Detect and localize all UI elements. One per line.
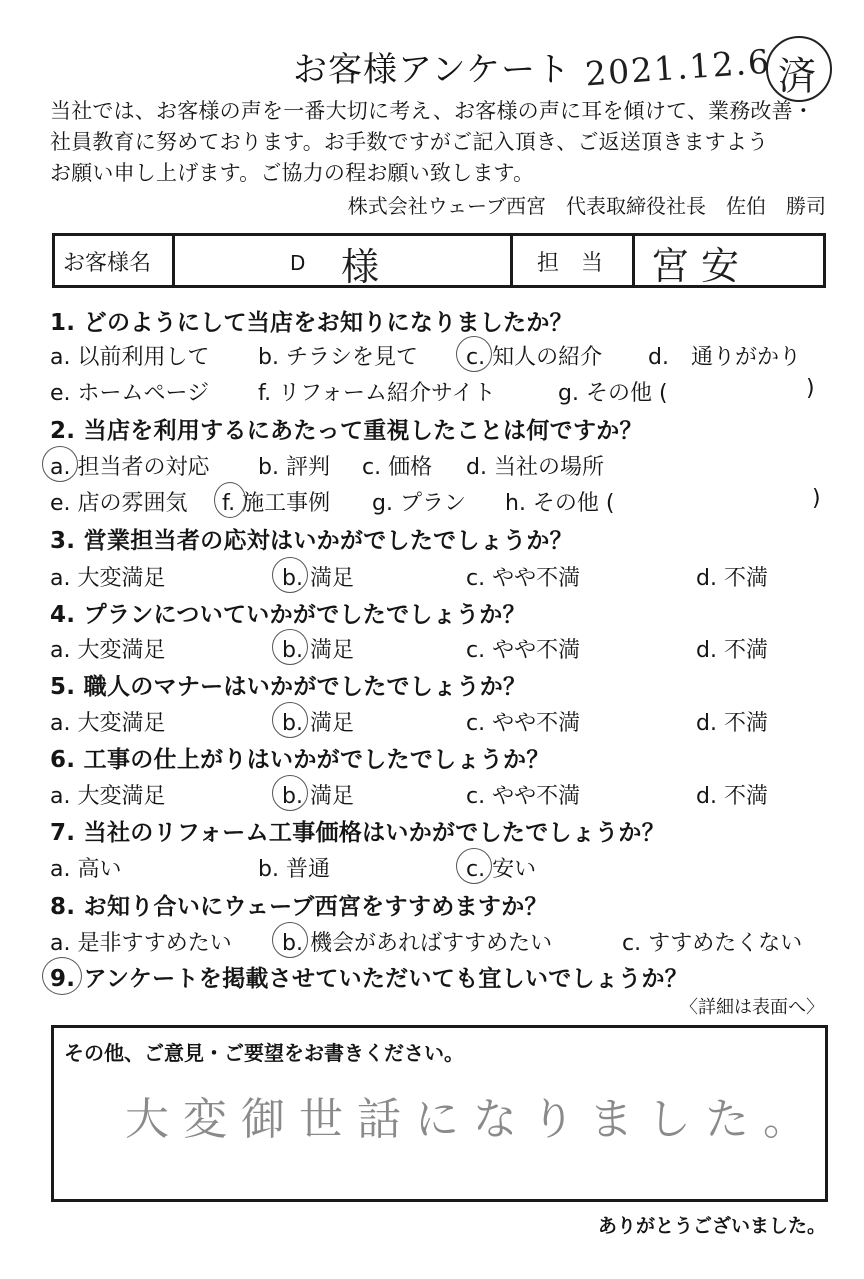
question-4-title: 4. プランについていかがでしたでしょうか？ — [50, 602, 526, 628]
comments-label: その他、ご意見・ご要望をお書きください。 — [64, 1041, 464, 1065]
question-7-title: 7. 当社のリフォーム工事価格はいかがでしたでしょうか？ — [50, 820, 665, 846]
q2-option-g[interactable]: g. プラン — [372, 491, 466, 516]
q9-selection-mark — [42, 957, 82, 995]
customer-name-label-cell — [55, 236, 175, 285]
q5-option-c[interactable]: c. やや不満 — [466, 711, 581, 736]
staff-label: 担 当 — [537, 251, 604, 276]
q8-option-c[interactable]: c. すすめたくない — [622, 931, 803, 956]
q3-option-a[interactable]: a. 大変満足 — [50, 566, 166, 591]
q1-option-b[interactable]: b. チラシを見て — [258, 345, 418, 370]
q3-option-d[interactable]: d. 不満 — [696, 566, 768, 591]
question-3-title: 3. 営業担当者の応対はいかがでしたでしょうか？ — [50, 528, 573, 554]
q2-option-h[interactable]: h. その他 ( — [505, 491, 615, 516]
q1-option-g[interactable]: g. その他 ( — [558, 381, 668, 406]
intro-line-1: 当社では、お客様の声を一番大切に考え、お客様の声に耳を傾けて、業務改善・ — [50, 99, 815, 123]
q6-option-a[interactable]: a. 大変満足 — [50, 784, 166, 809]
q6-option-c[interactable]: c. やや不満 — [466, 784, 581, 809]
q6-option-b[interactable]: b. 満足 — [282, 784, 354, 809]
seal-character: 済 — [778, 54, 817, 98]
thank-you-text: ありがとうございました。 — [597, 1215, 826, 1237]
q4-option-d[interactable]: d. 不満 — [696, 638, 768, 663]
q3-option-b[interactable]: b. 満足 — [282, 566, 354, 591]
question-9-title: 9. アンケートを掲載させていただいても宜しいでしょうか？ — [50, 966, 689, 992]
q2-selection-mark-a — [42, 446, 78, 482]
q2-option-d[interactable]: d. 当社の場所 — [466, 455, 604, 480]
customer-name-value-cell[interactable] — [175, 236, 513, 289]
intro-line-3: お願い申し上げます。ご協力の程お願い致します。 — [50, 161, 535, 185]
survey-title: お客様アンケート — [293, 50, 571, 90]
q1-option-e[interactable]: e. ホームページ — [50, 381, 210, 406]
handwritten-date: 2021.12.6 — [583, 41, 773, 94]
q4-option-a[interactable]: a. 大変満足 — [50, 638, 166, 663]
q5-option-a[interactable]: a. 大変満足 — [50, 711, 166, 736]
q5-option-b[interactable]: b. 満足 — [282, 711, 354, 736]
q3-selection-mark — [272, 557, 308, 593]
q8-selection-mark — [272, 922, 308, 958]
q4-option-c[interactable]: c. やや不満 — [466, 638, 581, 663]
q1-option-d[interactable]: d. 通りがかり — [648, 345, 801, 370]
q1-option-g-close: ) — [806, 376, 815, 401]
q1-option-a[interactable]: a. 以前利用して — [50, 345, 210, 370]
q6-option-d[interactable]: d. 不満 — [696, 784, 768, 809]
customer-name-value: D — [290, 251, 306, 275]
q4-option-b[interactable]: b. 満足 — [282, 638, 354, 663]
q6-selection-mark — [272, 775, 308, 811]
q7-option-b[interactable]: b. 普通 — [258, 857, 330, 882]
question-6-title: 6. 工事の仕上がりはいかがでしたでしょうか？ — [50, 747, 550, 773]
q8-option-b[interactable]: b. 機会があればすすめたい — [282, 931, 553, 956]
q3-option-c[interactable]: c. やや不満 — [466, 566, 581, 591]
q5-option-d[interactable]: d. 不満 — [696, 711, 768, 736]
q2-option-e[interactable]: e. 店の雰囲気 — [50, 491, 188, 516]
q1-option-c[interactable]: c. 知人の紹介 — [466, 345, 603, 370]
received-seal — [766, 36, 832, 102]
q2-selection-mark-f — [214, 482, 246, 518]
q2-option-h-close: ) — [812, 486, 821, 511]
question-8-title: 8. お知り合いにウェーブ西宮をすすめますか？ — [50, 894, 548, 920]
staff-label-cell — [513, 236, 635, 285]
q1-option-f[interactable]: f. リフォーム紹介サイト — [258, 381, 496, 406]
q1-selection-mark — [456, 336, 492, 372]
q5-selection-mark — [272, 702, 308, 738]
staff-value-cell[interactable] — [635, 236, 823, 288]
company-signature: 株式会社ウェーブ西宮 代表取締役社長 佐伯 勝司 — [347, 194, 826, 218]
question-1-title: 1. どのようにして当店をお知りになりましたか？ — [50, 310, 573, 336]
question-5-title: 5. 職人のマナーはいかがでしたでしょうか？ — [50, 674, 527, 700]
question-2-title: 2. 当店を利用するにあたって重視したことは何ですか？ — [50, 418, 643, 444]
q4-selection-mark — [272, 629, 308, 665]
customer-name-label: お客様名 — [63, 251, 152, 276]
q7-option-c[interactable]: c. 安い — [466, 857, 537, 882]
q9-detail-note: 〈詳細は表面へ〉 — [680, 997, 824, 1018]
q8-option-a[interactable]: a. 是非すすめたい — [50, 931, 232, 956]
customer-name-suffix: 様 — [341, 245, 380, 289]
handwritten-comment: 大変御世話になりました。 — [125, 1094, 821, 1145]
q2-option-c[interactable]: c. 価格 — [362, 455, 433, 480]
q7-option-a[interactable]: a. 高い — [50, 857, 122, 882]
q7-selection-mark — [456, 848, 492, 884]
q2-option-b[interactable]: b. 評判 — [258, 455, 330, 480]
staff-value: 宮安 — [651, 244, 752, 288]
q2-option-f[interactable]: f. 施工事例 — [222, 491, 331, 516]
q2-option-a[interactable]: a. 担当者の対応 — [50, 455, 210, 480]
customer-info-table — [52, 233, 826, 288]
intro-line-2: 社員教育に努めております。お手数ですがご記入頂き、ご返送頂きますよう — [50, 130, 769, 154]
